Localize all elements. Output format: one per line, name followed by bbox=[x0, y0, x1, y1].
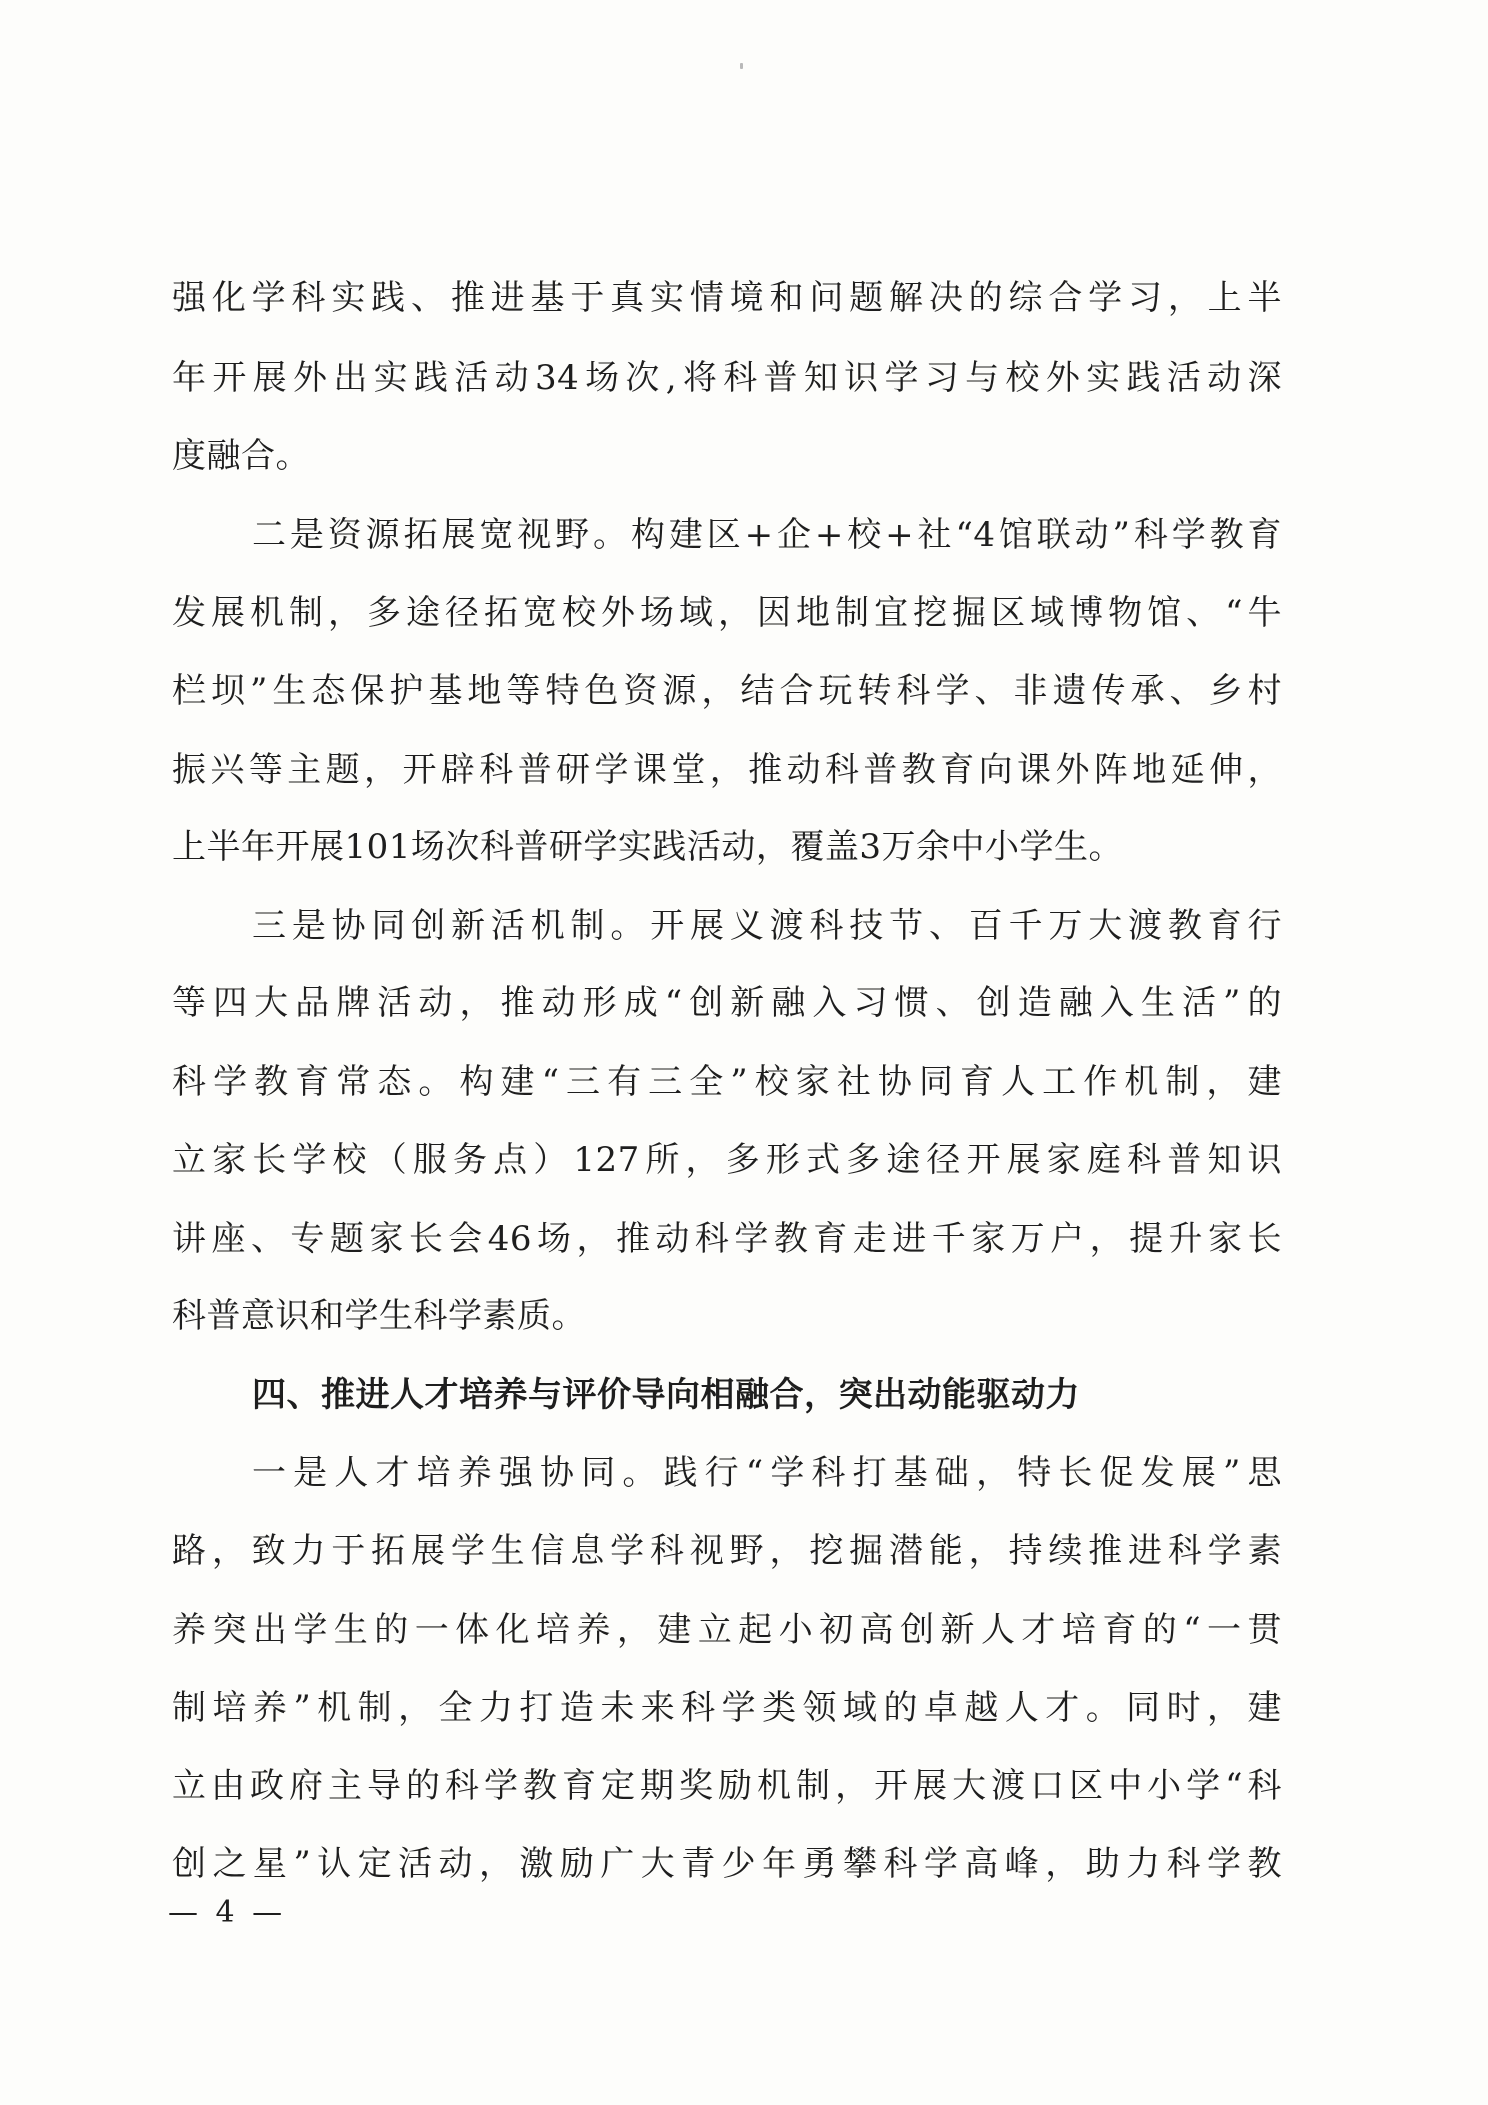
paragraph-line: 等四大品牌活动，推动形成“创新融入习惯、创造融入生活”的 bbox=[172, 983, 1282, 1023]
paragraph-line: 科学教育常态。构建“三有三全”校家社协同育人工作机制，建 bbox=[172, 1062, 1282, 1102]
paragraph-line: 发展机制，多途径拓宽校外场域，因地制宜挖掘区域博物馆、“牛 bbox=[172, 593, 1282, 633]
paragraph-line: 栏坝”生态保护基地等特色资源，结合玩转科学、非遗传承、乡村 bbox=[172, 671, 1282, 711]
paragraph-line: 立家长学校（服务点）127所，多形式多途径开展家庭科普知识 bbox=[172, 1140, 1282, 1180]
paragraph-line: 讲座、专题家长会46场，推动科学教育走进千家万户，提升家长 bbox=[172, 1219, 1282, 1259]
paragraph-line: 上半年开展101场次科普研学实践活动，覆盖3万余中小学生。 bbox=[172, 827, 1124, 867]
paragraph-line: 一是人才培养强协同。践行“学科打基础，特长促发展”思 bbox=[252, 1453, 1282, 1493]
paragraph-line: 制培养”机制，全力打造未来科学类领域的卓越人才。同时，建 bbox=[172, 1688, 1282, 1728]
section-heading: 四、推进人才培养与评价导向相融合，突出动能驱动力 bbox=[252, 1375, 1080, 1415]
paragraph-line: 振兴等主题，开辟科普研学课堂，推动科普教育向课外阵地延伸， bbox=[172, 750, 1282, 790]
paragraph-line: 强化学科实践、推进基于真实情境和问题解决的综合学习，上半 bbox=[172, 278, 1282, 318]
paragraph-line: 路，致力于拓展学生信息学科视野，挖掘潜能，持续推进科学素 bbox=[172, 1531, 1282, 1571]
paragraph-line: 二是资源拓展宽视野。构建区+企+校+社“4馆联动”科学教育 bbox=[252, 515, 1282, 555]
page-number: — 4 — bbox=[168, 1895, 287, 1930]
paragraph-line: 立由政府主导的科学教育定期奖励机制，开展大渡口区中小学“科 bbox=[172, 1766, 1282, 1806]
paragraph-line: 创之星”认定活动，激励广大青少年勇攀科学高峰，助力科学教 bbox=[172, 1844, 1282, 1884]
paragraph-line: 年开展外出实践活动34场次,将科普知识学习与校外实践活动深 bbox=[172, 358, 1282, 398]
paragraph-line: 养突出学生的一体化培养，建立起小初高创新人才培育的“一贯 bbox=[172, 1610, 1282, 1650]
scan-speck bbox=[740, 63, 743, 69]
paragraph-line: 度融合。 bbox=[172, 436, 310, 476]
paragraph-line: 三是协同创新活机制。开展义渡科技节、百千万大渡教育行 bbox=[252, 906, 1282, 946]
paragraph-line: 科普意识和学生科学素质。 bbox=[172, 1296, 586, 1336]
